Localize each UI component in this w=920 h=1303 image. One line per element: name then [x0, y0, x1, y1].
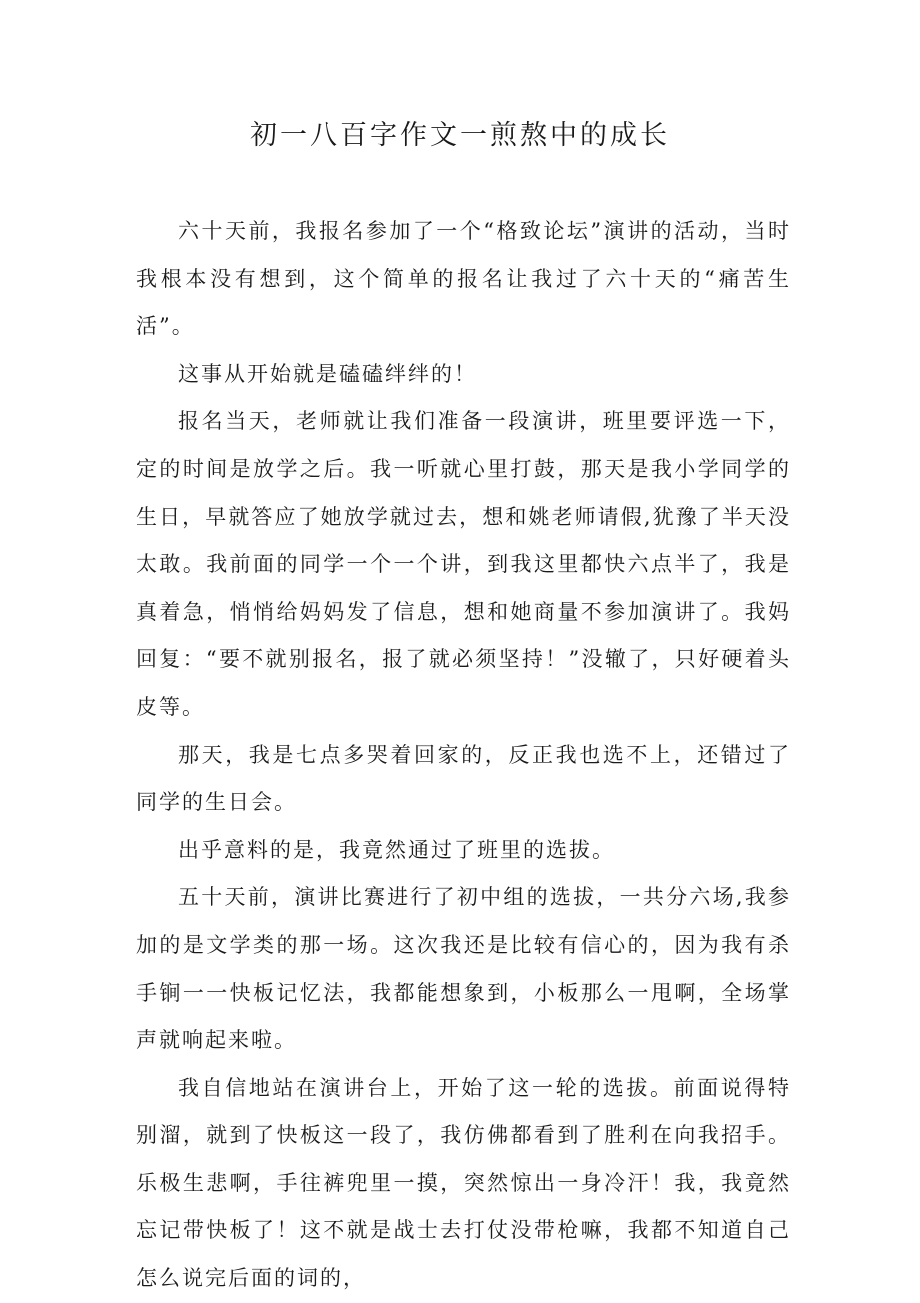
paragraph: 报名当天，老师就让我们准备一段演讲，班里要评选一下，定的时间是放学之后。我一听就心里打鼓，那天是我小学同学的生日，早就答应了她放学就过去，想和姚老师请假,犹豫了半天没太敢。我前面的同学一个一个讲，到我这里都快六点半了，我是真着急，悄悄给妈妈发了信息，想和她商量不参加演讲了。我妈回复：“要不就别报名，报了就必须坚持！”没辙了，只好硬着头皮等。	[136, 409, 791, 719]
document-title: 初一八百字作文一煎熬中的成长	[250, 120, 670, 151]
paragraph: 出乎意料的是，我竟然通过了班里的选拔。	[178, 837, 615, 862]
paragraph: 我自信地站在演讲台上，开始了这一轮的选拔。前面说得特别溜，就到了快板这一段了，我仿佛都看到了胜利在向我招手。乐极生悲啊，手往裤兜里一摸，突然惊出一身冷汗！我，我竟然忘记带快板了！这不就是战士去打仗没带枪嘛，我都不知道自己怎么说完后面的词的，	[136, 1075, 791, 1291]
paragraph: 这事从开始就是磕磕绊绊的！	[178, 361, 477, 386]
paragraph: 五十天前，演讲比赛进行了初中组的选拔，一共分六场,我参加的是文学类的那一场。这次我还是比较有信心的，因为我有杀手锏一一快板记忆法，我都能想象到，小板那么一甩啊，全场掌声就响起来啦。	[136, 885, 791, 1053]
paragraph: 六十天前，我报名参加了一个“格致论坛”演讲的活动，当时我根本没有想到，这个简单的报名让我过了六十天的“痛苦生活”。	[136, 219, 791, 339]
document-body	[136, 208, 791, 1303]
paragraph: 那天，我是七点多哭着回家的，反正我也选不上，还错过了同学的生日会。	[136, 742, 791, 815]
